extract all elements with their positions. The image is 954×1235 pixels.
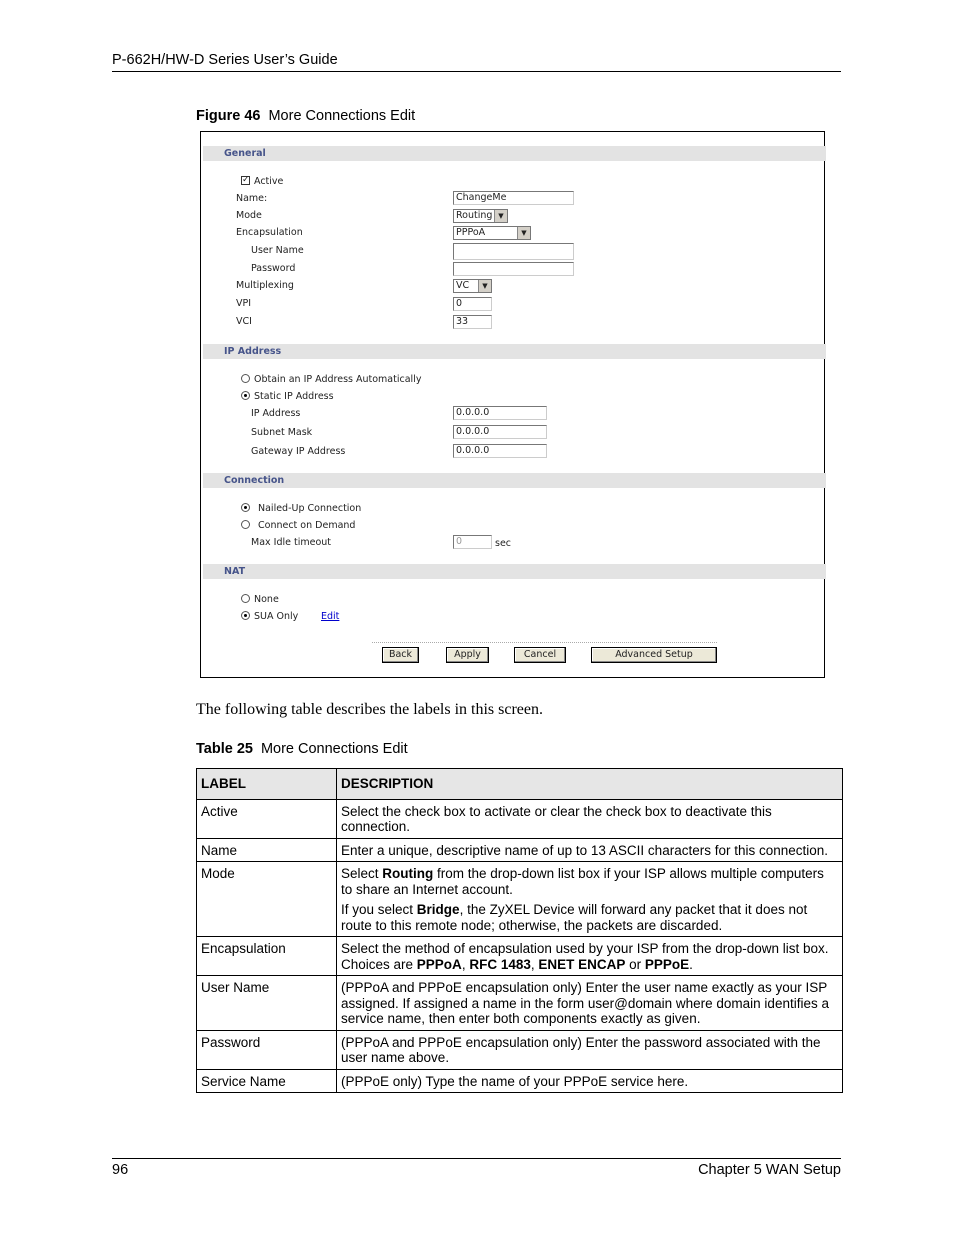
sua-only-label: SUA Only <box>254 611 299 622</box>
row-label: Active <box>197 799 337 838</box>
table-label: Table 25 <box>196 741 253 757</box>
multiplexing-value: VC <box>456 280 470 291</box>
static-ip-label: Static IP Address <box>254 391 334 402</box>
section-general: General <box>203 146 826 161</box>
row-description: Select the method of encapsulation used by your ISP from the drop-down list box. Choices are PPPoA, RFC 1483, ENET ENCAP or PPPoE. <box>337 937 843 976</box>
mode-desc-p1: Select Routing from the drop-down list box if your ISP allows multiple computers to share an Internet account. <box>341 866 824 897</box>
description-table <box>196 768 843 1093</box>
page-header-title: P-662H/HW-D Series User’s Guide <box>112 52 338 68</box>
table-row <box>197 799 843 838</box>
button-divider <box>372 642 717 643</box>
cancel-button[interactable]: Cancel <box>514 647 566 663</box>
chevron-down-icon: ▼ <box>517 227 530 239</box>
chevron-down-icon: ▼ <box>478 280 491 292</box>
name-label: Name: <box>236 193 268 204</box>
static-ip-radio[interactable] <box>241 391 250 400</box>
section-nat: NAT <box>203 564 826 579</box>
mode-value: Routing <box>456 210 493 221</box>
multiplexing-label: Multiplexing <box>236 280 294 291</box>
encapsulation-value: PPPoA <box>456 227 486 238</box>
chevron-down-icon: ▼ <box>494 210 507 222</box>
obtain-ip-auto-radio[interactable] <box>241 374 250 383</box>
section-ip-address: IP Address <box>203 344 826 359</box>
multiplexing-select[interactable] <box>453 279 492 293</box>
encapsulation-label: Encapsulation <box>236 227 303 238</box>
active-label: Active <box>254 176 284 187</box>
table-caption <box>196 741 408 757</box>
screenshot-figure <box>200 131 825 678</box>
row-label: Name <box>197 838 337 862</box>
intro-paragraph: The following table describes the labels in this screen. <box>196 701 544 718</box>
col-description-header: DESCRIPTION <box>337 769 843 800</box>
gateway-ip-label: Gateway IP Address <box>251 446 346 457</box>
table-row <box>197 862 843 937</box>
subnet-mask-input[interactable]: 0.0.0.0 <box>453 425 547 439</box>
row-description: Select the check box to activate or clear the check box to deactivate this connection. <box>337 799 843 838</box>
obtain-ip-auto-label: Obtain an IP Address Automatically <box>254 374 422 385</box>
connect-on-demand-radio[interactable] <box>241 520 250 529</box>
col-label-header: LABEL <box>197 769 337 800</box>
encapsulation-select[interactable] <box>453 226 531 240</box>
vci-input[interactable]: 33 <box>453 315 492 329</box>
sec-unit-label: sec <box>495 538 512 549</box>
row-label: Service Name <box>197 1069 337 1093</box>
active-checkbox[interactable]: ✓ <box>242 175 250 185</box>
row-label: Mode <box>197 862 337 937</box>
row-label: User Name <box>197 976 337 1031</box>
figure-title: More Connections Edit <box>268 108 416 124</box>
table-row <box>197 937 843 976</box>
vci-label: VCI <box>236 316 252 327</box>
password-input[interactable] <box>453 262 574 276</box>
chapter-title: Chapter 5 WAN Setup <box>698 1162 841 1178</box>
row-label: Encapsulation <box>197 937 337 976</box>
table-row <box>197 1030 843 1069</box>
mode-desc-p2: If you select Bridge, the ZyXEL Device will forward any packet that it does not route to this remote node; otherwise, the packets are discarded. <box>341 902 808 933</box>
vpi-input[interactable]: 0 <box>453 297 492 311</box>
mode-label: Mode <box>236 210 262 221</box>
sua-edit-link[interactable]: Edit <box>321 611 340 622</box>
row-description <box>337 862 843 937</box>
table-row <box>197 838 843 862</box>
ip-address-label: IP Address <box>251 408 301 419</box>
nailed-up-label: Nailed-Up Connection <box>258 503 362 514</box>
nailed-up-radio[interactable] <box>241 503 250 512</box>
vpi-label: VPI <box>236 298 252 309</box>
row-description: (PPPoA and PPPoE encapsulation only) Enter the user name exactly as your ISP assigned. If assigned a name in the form user@domain where domain identifies a service name, then enter both components exactly as given. <box>337 976 843 1031</box>
row-label: Password <box>197 1030 337 1069</box>
nat-none-radio[interactable] <box>241 594 250 603</box>
back-button[interactable]: Back <box>382 647 419 663</box>
name-input[interactable]: ChangeMe <box>453 191 574 205</box>
row-description: (PPPoE only) Type the name of your PPPoE service here. <box>337 1069 843 1093</box>
section-connection: Connection <box>203 473 826 488</box>
nat-none-label: None <box>254 594 279 605</box>
figure-caption <box>196 108 415 124</box>
gateway-ip-input[interactable]: 0.0.0.0 <box>453 444 547 458</box>
row-description: Enter a unique, descriptive name of up to 13 ASCII characters for this connection. <box>337 838 843 862</box>
ip-address-input[interactable]: 0.0.0.0 <box>453 406 547 420</box>
connect-on-demand-label: Connect on Demand <box>258 520 356 531</box>
password-label: Password <box>251 263 296 274</box>
figure-label: Figure 46 <box>196 108 261 124</box>
footer-rule <box>112 1158 841 1159</box>
advanced-setup-button[interactable]: Advanced Setup <box>591 647 717 663</box>
sua-only-radio[interactable] <box>241 611 250 620</box>
username-label: User Name <box>251 245 304 256</box>
page-number: 96 <box>112 1162 129 1178</box>
table-header-row <box>197 769 843 800</box>
table-row <box>197 976 843 1031</box>
header-rule <box>112 71 841 72</box>
mode-select[interactable] <box>453 209 508 223</box>
username-input[interactable] <box>453 243 574 260</box>
max-idle-label: Max Idle timeout <box>251 537 332 548</box>
row-description: (PPPoA and PPPoE encapsulation only) Enter the password associated with the user name above. <box>337 1030 843 1069</box>
table-row <box>197 1069 843 1093</box>
max-idle-input[interactable]: 0 <box>453 535 492 549</box>
table-title: More Connections Edit <box>260 741 408 757</box>
apply-button[interactable]: Apply <box>446 647 489 663</box>
subnet-mask-label: Subnet Mask <box>251 427 313 438</box>
